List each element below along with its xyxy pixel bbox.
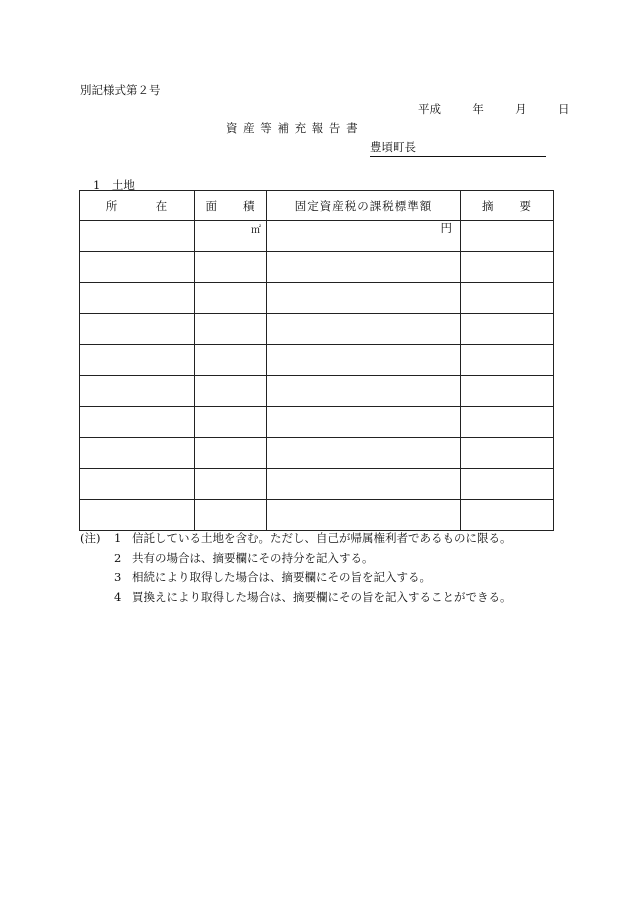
cell-location[interactable]: [80, 376, 195, 407]
unit-square-meter: ㎡: [251, 224, 261, 236]
date-month: 月: [515, 102, 527, 116]
cell-area[interactable]: [195, 376, 267, 407]
note-item: [80, 588, 512, 608]
table-header-row: [80, 191, 554, 221]
cell-location[interactable]: [80, 438, 195, 469]
header-remarks: 摘 要: [461, 191, 554, 221]
cell-remarks[interactable]: [461, 438, 554, 469]
date-line: [418, 101, 569, 117]
cell-remarks[interactable]: [461, 407, 554, 438]
cell-area[interactable]: [195, 469, 267, 500]
cell-location[interactable]: [80, 407, 195, 438]
cell-area[interactable]: [195, 407, 267, 438]
header-tax-base: 固定資産税の課税標準額: [267, 191, 461, 221]
table-row: [80, 314, 554, 345]
note-text: 買換えにより取得した場合は、摘要欄にその旨を記入することができる。: [132, 589, 512, 604]
cell-remarks[interactable]: [461, 252, 554, 283]
notes-prefix: (注): [80, 531, 101, 545]
cell-location[interactable]: [80, 500, 195, 531]
cell-tax-base[interactable]: [267, 438, 461, 469]
cell-tax-base[interactable]: [267, 252, 461, 283]
cell-remarks[interactable]: [461, 376, 554, 407]
note-item: [80, 529, 512, 549]
header-area: 面 積: [195, 191, 267, 221]
land-table: [79, 190, 554, 531]
table-row: [80, 252, 554, 283]
document-title: 資 産 等 補 充 報 告 書: [226, 121, 359, 135]
cell-tax-base[interactable]: [267, 345, 461, 376]
cell-tax-base[interactable]: [267, 407, 461, 438]
cell-tax-base[interactable]: [267, 221, 461, 252]
cell-remarks[interactable]: [461, 221, 554, 252]
cell-area[interactable]: [195, 314, 267, 345]
note-number: 1: [114, 531, 122, 545]
cell-area[interactable]: [195, 221, 267, 252]
cell-remarks[interactable]: [461, 345, 554, 376]
cell-remarks[interactable]: [461, 469, 554, 500]
note-item: [80, 568, 512, 588]
cell-area[interactable]: [195, 252, 267, 283]
table-row: [80, 438, 554, 469]
cell-location[interactable]: [80, 469, 195, 500]
note-item: [80, 549, 512, 569]
table-row: [80, 407, 554, 438]
cell-tax-base[interactable]: [267, 500, 461, 531]
cell-tax-base[interactable]: [267, 376, 461, 407]
note-text: 共有の場合は、摘要欄にその持分を記入する。: [132, 550, 374, 565]
cell-area[interactable]: [195, 500, 267, 531]
note-text: 相続により取得した場合は、摘要欄にその旨を記入する。: [132, 570, 431, 584]
cell-remarks[interactable]: [461, 283, 554, 314]
cell-tax-base[interactable]: [267, 469, 461, 500]
header-location: 所 在: [80, 191, 195, 221]
cell-area[interactable]: [195, 438, 267, 469]
note-number: 2: [114, 550, 122, 565]
cell-location[interactable]: [80, 345, 195, 376]
table-row: [80, 345, 554, 376]
note-number: 4: [114, 589, 122, 604]
table-row: [80, 376, 554, 407]
unit-yen: 円: [440, 221, 452, 235]
section-label: 1 土地: [93, 178, 135, 192]
notes: [80, 529, 512, 607]
date-year: 年: [472, 102, 484, 116]
cell-remarks[interactable]: [461, 314, 554, 345]
date-day: 日: [557, 102, 570, 116]
table-row: [80, 500, 554, 531]
cell-remarks[interactable]: [461, 500, 554, 531]
note-number: 3: [114, 570, 122, 584]
table-row: [80, 221, 554, 252]
cell-area[interactable]: [195, 283, 267, 314]
form-number: 別記様式第２号: [80, 83, 161, 97]
cell-area[interactable]: [195, 345, 267, 376]
addressee: 豊頃町長: [370, 139, 546, 157]
table-row: [80, 283, 554, 314]
cell-location[interactable]: [80, 221, 195, 252]
cell-location[interactable]: [80, 252, 195, 283]
table-row: [80, 469, 554, 500]
cell-location[interactable]: [80, 314, 195, 345]
cell-tax-base[interactable]: [267, 314, 461, 345]
cell-tax-base[interactable]: [267, 283, 461, 314]
cell-location[interactable]: [80, 283, 195, 314]
date-era: 平成: [418, 102, 441, 116]
note-text: 信託している土地を含む。ただし、自己が帰属権利者であるものに限る。: [132, 531, 512, 545]
